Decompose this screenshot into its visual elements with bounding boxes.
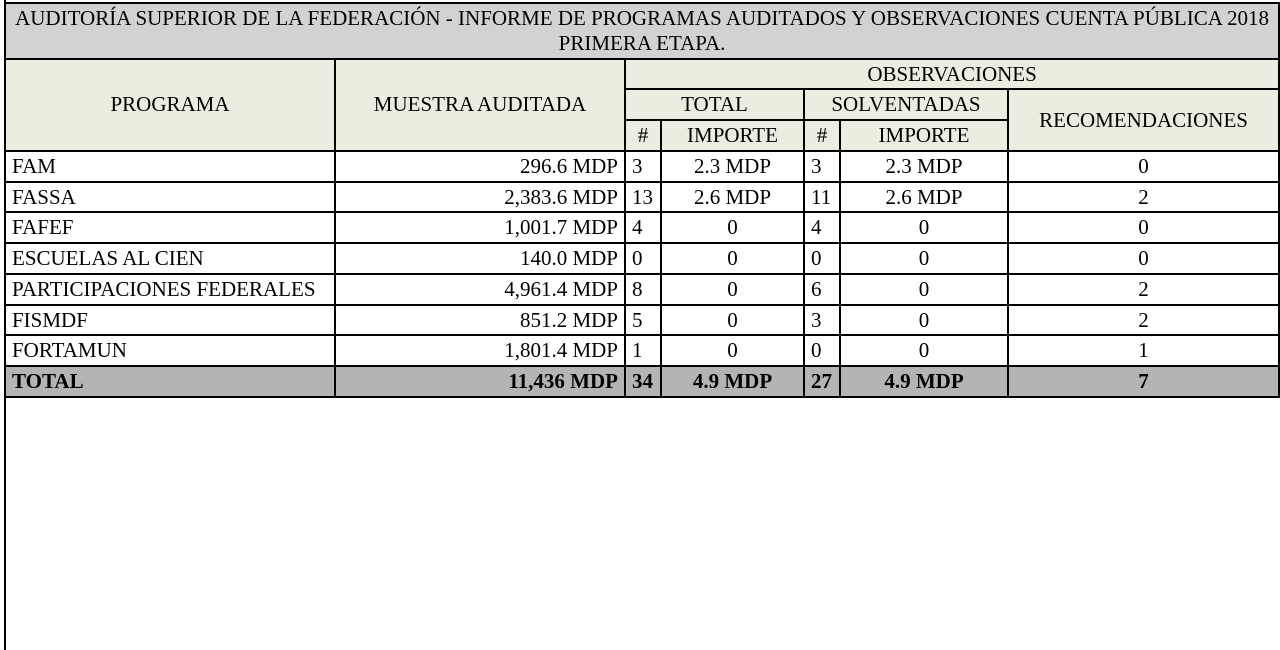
header-recomendaciones: RECOMENDACIONES	[1008, 89, 1279, 151]
table-row	[5, 305, 1279, 336]
cell-total-count: 4	[625, 212, 661, 243]
header-programa: PROGRAMA	[5, 59, 335, 151]
header-total-count: #	[625, 120, 661, 151]
header-row-1	[5, 59, 1279, 90]
table-row	[5, 274, 1279, 305]
cell-recomendaciones: 2	[1008, 182, 1279, 213]
audit-report-table	[4, 2, 1280, 398]
cell-muestra: 1,001.7 MDP	[335, 212, 625, 243]
cell-solventadas-importe: 2.6 MDP	[840, 182, 1008, 213]
cell-recomendaciones: 0	[1008, 212, 1279, 243]
cell-total-importe: 0	[661, 274, 804, 305]
cell-total-solventadas-importe: 4.9 MDP	[840, 366, 1008, 397]
cell-muestra: 2,383.6 MDP	[335, 182, 625, 213]
cell-solventadas-count: 3	[804, 305, 840, 336]
cell-solventadas-count: 0	[804, 243, 840, 274]
cell-solventadas-count: 4	[804, 212, 840, 243]
table-total-row	[5, 366, 1279, 397]
cell-muestra: 851.2 MDP	[335, 305, 625, 336]
cell-total-importe: 2.3 MDP	[661, 151, 804, 182]
header-total-importe: IMPORTE	[661, 120, 804, 151]
header-solventadas-count: #	[804, 120, 840, 151]
table-row	[5, 335, 1279, 366]
cell-total-count: 13	[625, 182, 661, 213]
cell-total-importe: 0	[661, 335, 804, 366]
cell-solventadas-count: 6	[804, 274, 840, 305]
table-row	[5, 212, 1279, 243]
cell-programa: PARTICIPACIONES FEDERALES	[5, 274, 335, 305]
cell-solventadas-importe: 0	[840, 335, 1008, 366]
cell-total-count: 1	[625, 335, 661, 366]
table-row	[5, 151, 1279, 182]
cell-solventadas-importe: 0	[840, 305, 1008, 336]
cell-muestra: 1,801.4 MDP	[335, 335, 625, 366]
cell-programa: ESCUELAS AL CIEN	[5, 243, 335, 274]
cell-recomendaciones: 0	[1008, 151, 1279, 182]
header-total: TOTAL	[625, 89, 804, 120]
cell-muestra: 4,961.4 MDP	[335, 274, 625, 305]
cell-total-importe: 0	[661, 212, 804, 243]
cell-solventadas-importe: 0	[840, 274, 1008, 305]
cell-programa: FASSA	[5, 182, 335, 213]
cell-total-importe: 0	[661, 305, 804, 336]
header-muestra-auditada: MUESTRA AUDITADA	[335, 59, 625, 151]
cell-solventadas-importe: 0	[840, 212, 1008, 243]
cell-solventadas-importe: 2.3 MDP	[840, 151, 1008, 182]
cell-total-count: 8	[625, 274, 661, 305]
table-row	[5, 243, 1279, 274]
cell-muestra: 296.6 MDP	[335, 151, 625, 182]
table-row	[5, 182, 1279, 213]
header-solventadas: SOLVENTADAS	[804, 89, 1008, 120]
cell-total-importe: 0	[661, 243, 804, 274]
cell-total-solventadas-count: 27	[804, 366, 840, 397]
cell-programa: FAFEF	[5, 212, 335, 243]
cell-recomendaciones: 1	[1008, 335, 1279, 366]
cell-solventadas-count: 11	[804, 182, 840, 213]
cell-programa: FAM	[5, 151, 335, 182]
cell-total-muestra: 11,436 MDP	[335, 366, 625, 397]
cell-total-count: 5	[625, 305, 661, 336]
title-row	[5, 3, 1279, 59]
cell-total-recomendaciones: 7	[1008, 366, 1279, 397]
cell-solventadas-count: 3	[804, 151, 840, 182]
cell-recomendaciones: 2	[1008, 274, 1279, 305]
cell-total-label: TOTAL	[5, 366, 335, 397]
cell-total-total-importe: 4.9 MDP	[661, 366, 804, 397]
cell-recomendaciones: 0	[1008, 243, 1279, 274]
cell-muestra: 140.0 MDP	[335, 243, 625, 274]
cell-programa: FISMDF	[5, 305, 335, 336]
cell-total-total-count: 34	[625, 366, 661, 397]
cell-solventadas-count: 0	[804, 335, 840, 366]
cell-total-count: 0	[625, 243, 661, 274]
cell-solventadas-importe: 0	[840, 243, 1008, 274]
cell-programa: FORTAMUN	[5, 335, 335, 366]
report-title: AUDITORÍA SUPERIOR DE LA FEDERACIÓN - INFORME DE PROGRAMAS AUDITADOS Y OBSERVACIONES CUENTA PÚBLICA 2018 PRIMERA ETAPA.	[5, 3, 1279, 59]
cell-recomendaciones: 2	[1008, 305, 1279, 336]
header-solventadas-importe: IMPORTE	[840, 120, 1008, 151]
header-observaciones: OBSERVACIONES	[625, 59, 1279, 90]
cell-total-importe: 2.6 MDP	[661, 182, 804, 213]
cell-total-count: 3	[625, 151, 661, 182]
